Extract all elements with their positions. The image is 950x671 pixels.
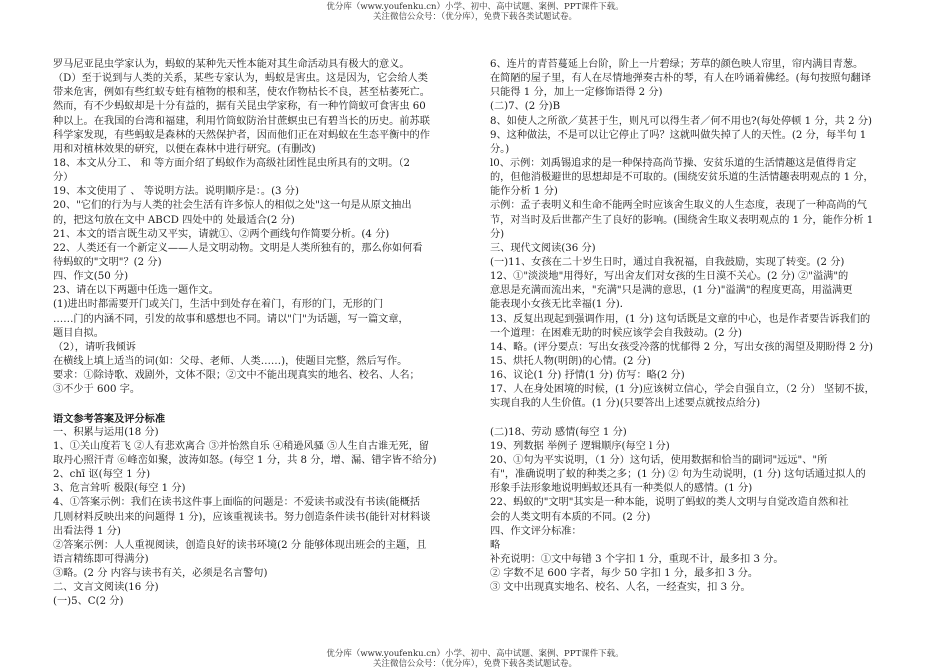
left-column-line: 18、本文从分工、 和 等方面介绍了蚂蚁作为高级社团性昆虫所具有的文明。（2 — [53, 157, 411, 169]
right-column-line: 四、作文评分标准： — [490, 525, 582, 537]
left-column-line: 用和对植林效果的研究，以便在森林中进行研究。(有删改) — [53, 143, 316, 155]
header-line-2: 关注微信公众号：（优分库），免费下载各类试题试卷。 — [372, 12, 577, 22]
left-column-line: 二、文言文阅读(16 分) — [53, 582, 159, 594]
left-column-line: 一、积累与运用(18 分) — [53, 426, 159, 438]
left-column-line: （D）至于说到与人类的关系，某些专家认为，蚂蚁是害虫。这是因为，它会给人类 — [53, 73, 428, 85]
right-column-line: 会的人类文明有本质的不同。(2 分) — [490, 511, 651, 523]
left-column-line: 在横线上填上适当的词(如：父母、老师、人类……)，使题目完整，然后写作。 — [53, 355, 408, 367]
page-header — [0, 2, 950, 22]
left-column-line: 3、危言耸听 极限(每空 1 分) — [53, 483, 186, 495]
right-column-line: 13、反复出现起到强调作用，(1 分) 这句话既是文章的中心，也是作者要告诉我们的 — [490, 313, 871, 325]
right-column-line: 8、如使人之所欲／莫甚于生，则凡可以得生者／何不用也?(每处停顿 1 分，共 2 分) — [490, 115, 872, 127]
right-column-line: 示例：孟子表明义和生命不能两全时应该舍生取义的人生态度，表现了一种高尚的气 — [490, 200, 867, 212]
right-column-line: (一)11、女孩在二十岁生日时，通过自我祝福，自我鼓励，实现了转变。(2 分) — [490, 256, 845, 268]
left-column-line — [53, 397, 468, 411]
right-column-line: ② 字数不足 600 字者，每少 50 字扣 1 分，最多扣 3 分。 — [490, 568, 759, 580]
footer-line-1: 优分库（www.youfenku.cn）小学、初中、高中试题、案例、PPT课件下载。 — [326, 649, 624, 659]
right-column — [490, 58, 910, 595]
left-column-line: 分） — [53, 172, 74, 184]
left-column-line: 的，把这句放在文中 ABCD 四处中的 处最适合(2 分) — [53, 214, 295, 226]
left-column-line: 语文参考答案及评分标准 — [53, 412, 166, 425]
right-column-line: 15、烘托人物(明朗)的心情。(2 分) — [490, 355, 651, 367]
left-column-line: (一)5、C(2 分) — [53, 596, 124, 608]
header-line-1: 优分库（www.youfenku.cn）小学、初中、高中试题、案例、PPT课件下载。 — [326, 2, 624, 12]
right-column-line: 的，但他消极避世的思想却是不可取的。(围绕安贫乐道的生活情趣表明观点的 1 分， — [490, 172, 874, 184]
right-column-line: 三、现代文阅读(36 分) — [490, 242, 596, 254]
left-column-line: ……门的内涵不同，引发的故事和感想也不同。请以"门"为话题，写一篇文章， — [53, 313, 409, 325]
right-column-line: 22、蚂蚁的"文明"其实是一种本能，说明了蚂蚁的类人文明与自觉改造自然和社 — [490, 497, 849, 509]
left-column-line: 20、"它们的行为与人类的社会生活有许多惊人的相似之处"这一句是从原文抽出 — [53, 200, 412, 212]
right-column-line: 14、略。(评分要点：写出女孩受冷落的忧郁得 2 分，写出女孩的渴望及期盼得 2 分) — [490, 341, 874, 353]
left-column-line: 题目自拟。 — [53, 327, 104, 339]
left-column-line: 23、请在以下两题中任选一题作文。 — [53, 285, 219, 297]
right-column-line: 能作分析 1 分) — [490, 186, 558, 198]
right-column-line: 一个道理：在困难无助的时候应该学会自我鼓动。(2 分) — [490, 327, 742, 339]
left-column-line: 科学家发现，有些蚂蚁是森林的天然保护者，因而他们正在对蚂蚁在生态平衡中的作 — [53, 129, 430, 141]
left-column-line: (1)进出时都需要开门或关门，生活中到处存在着门，有形的门，无形的门 — [53, 299, 384, 311]
left-column-line: 罗马尼亚昆虫学家认为，蚂蚁的某种先天性本能对其生命活动具有极大的意义。 — [53, 59, 410, 70]
right-column-line: (二)18、劳动 感情(每空 1 分) — [490, 426, 627, 438]
right-column-line: 略 — [490, 539, 501, 551]
right-column-line: 补充说明：①文中每错 3 个字扣 1 分，重现不计，最多扣 3 分。 — [490, 553, 784, 565]
left-column-line: 4、①答案示例：我们在读书这件事上面临的问题是：不爱读书或没有书读(能概括 — [53, 497, 421, 509]
left-column-line: 1、①关山度若飞 ②人有悲欢离合 ③并怡然自乐 ④稍逊风骚 ⑤人生自古谁无死，留 — [53, 440, 429, 452]
right-column-line: 6、连片的青苔蔓延上台阶，阶上一片碧绿；芳草的颜色映人帘里，帘内满目青葱。 — [490, 59, 864, 70]
right-column-line: 只能得 1 分，加上一定修饰语得 2 分) — [490, 87, 663, 99]
left-column-line: 出看法得 1 分) — [53, 525, 121, 537]
left-column-line: 要求：①除诗歌、戏剧外，文体不限；②文中不能出现真实的地名、校名、人名； — [53, 370, 420, 382]
left-column-line: 22、人类还有一个新定义——人是文明动物。文明是人类所独有的，那么你如何看 — [53, 242, 423, 254]
left-column-line: 然而，有不少蚂蚁却是十分有益的，据有关昆虫学家称，有一种竹筒蚁可食害虫 60 — [53, 101, 426, 113]
right-column-line: 有"，准确说明了蚁的种类之多；(1 分) ② 句为生动说明，(1 分) 这句话通过拟人的 — [490, 469, 866, 481]
right-column-line: 能表现小女孩无比幸福(1 分)． — [490, 299, 630, 311]
left-column-line: 语言精练即可得满分) — [53, 553, 149, 565]
left-column-line: （2），请听我倾诉 — [53, 341, 136, 353]
right-column-line: 节，对当时及后世都产生了良好的影响。(围绕舍生取义表明观点的 1 分，能作分析 1 — [490, 214, 874, 226]
right-column-line: 16、议论(1 分) 抒情(1 分) 仿写：略(2 分) — [490, 370, 685, 382]
left-column-line: 四、作文(50 分) — [53, 271, 129, 283]
left-column-line: 取丹心照汗青 ⑥峰峦如聚，波涛如怒。(每空 1 分，共 8 分，增、漏、错字皆不给分) — [53, 454, 437, 466]
right-column-line — [490, 412, 910, 426]
footer-line-2: 关注微信公众号：（优分库），免费下载各类试题试卷。 — [372, 659, 577, 669]
right-column-line: 实现自我的人生价值。(1 分)(只要答出上述要点就按点给分) — [490, 398, 761, 410]
right-column-line: 形象手法形象地说明蚂蚁还具有一种类似人的感情。(1 分) — [490, 483, 753, 495]
right-column-line: 分。) — [490, 143, 510, 155]
left-column-line: 待蚂蚁的"文明"？(2 分) — [53, 256, 162, 268]
left-column-line: 种以上。在我国的台湾和福建，利用竹筒蚁防治甘蔗螟虫已有碧当长的历史。前苏联 — [53, 115, 430, 127]
page-footer — [0, 649, 950, 669]
left-column-line: ③略。(2 分 内容与读书有关，必须是名言警句) — [53, 568, 268, 580]
right-column-line: 17、人在身处困境的时候，(1 分)应该树立信心，学会自强自立，（2 分） 坚韧不拔， — [490, 384, 875, 396]
right-column-line: 分) — [490, 228, 505, 240]
right-column-line: l0、示例：刘禹锡追求的是一种保持高尚节操、安贫乐道的生活情趣这是值得肯定 — [490, 157, 857, 169]
left-column-line: 21、本文的语言既生动又平实，请就①、②两个画线句作简要分析。(4 分) — [53, 228, 390, 240]
right-column-line: 20、①句为平实说明，（1 分）这句话，使用数据和恰当的副词"远远"、"所 — [490, 454, 828, 466]
right-column-line: 在简陋的屋子里，有人在尽情地弹奏古朴的琴，有人在吟诵着佛经。(每句按照句翻译 — [490, 73, 871, 85]
right-column-line: 9、这种做法，不是可以让它停止了吗？这就叫做失掉了人的天性。(2 分，每半句 1 — [490, 129, 867, 141]
left-column-line: 2、chī 讴(每空 1 分) — [53, 469, 151, 481]
left-column-line: ②答案示例：人人重视阅读，创造良好的读书环境(2 分 能够体现出班会的主题，且 — [53, 539, 427, 551]
right-column-line: 12、①"淡淡地"用得好，写出舍友们对女孩的生日漠不关心。(2 分) ②"溢满"的 — [490, 271, 849, 283]
left-column — [53, 58, 468, 609]
left-column-line: ③不少于 600 字。 — [53, 384, 141, 396]
left-column-line: 19、本文使用了 、 等说明方法。说明顺序是：。(3 分) — [53, 186, 299, 198]
right-column-line: 19、列数据 举例子 逻辑顺序(每空 l 分) — [490, 440, 670, 452]
left-column-line: 几则材料反映出来的问题得 1 分)，应该重视读书。努力创造条件读书(能针对材料谈 — [53, 511, 431, 523]
right-column-line: (二)7、(2 分)B — [490, 101, 561, 113]
left-column-line: 带来危害，例如有些红蚁专蛀有植物的根和茎，使农作物枯长不良，甚至枯萎死亡。 — [53, 87, 430, 99]
right-column-line: ③ 文中出现真实地名、校名、人名，一经查实，扣 3 分。 — [490, 582, 751, 594]
right-column-line: 意思是充满而流出来，"充满"只是满的意思，(1 分)"溢满"的程度更高，用溢满更 — [490, 285, 853, 297]
